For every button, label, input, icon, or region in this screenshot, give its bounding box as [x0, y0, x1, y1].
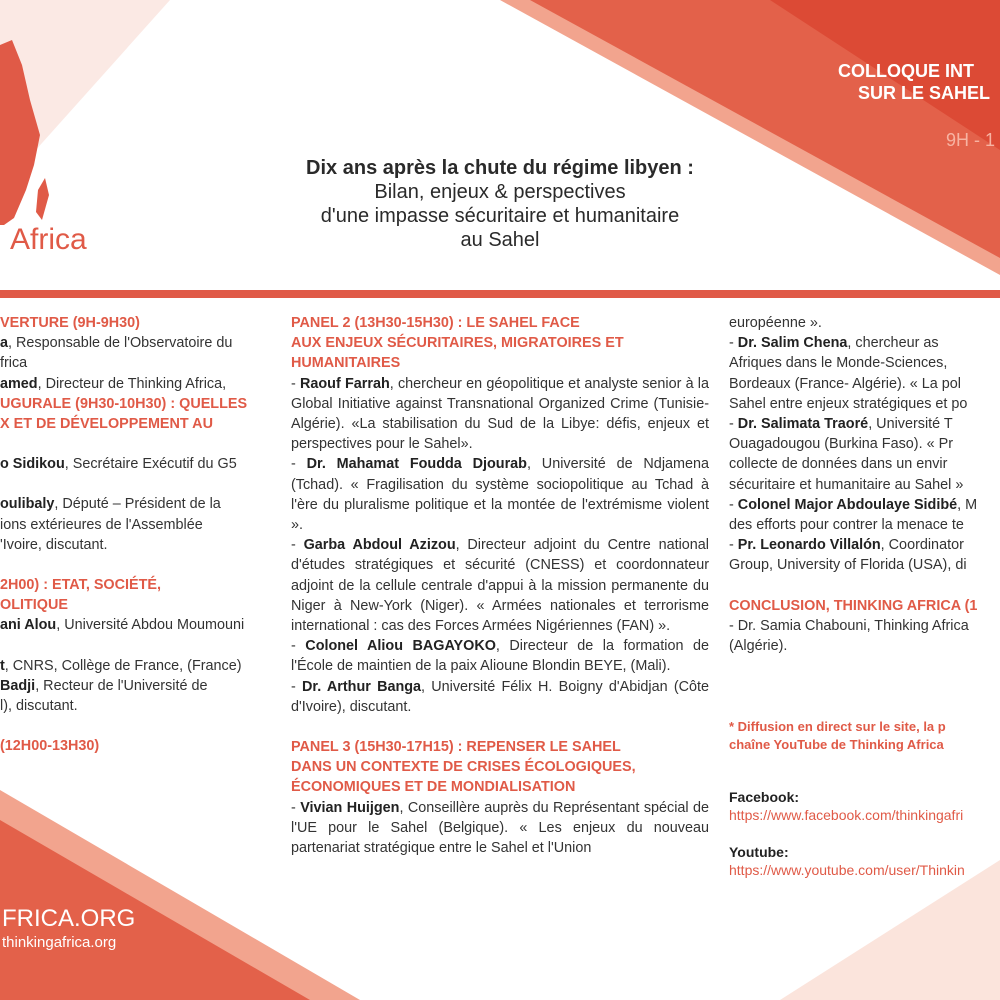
program-column-1 — [0, 313, 272, 756]
logo-text: Africa — [10, 223, 87, 256]
speaker-role: , chercheur as — [847, 335, 939, 352]
panel-heading: PANEL 3 (15H30-17H15) : REPENSER LE SAHEL — [291, 739, 621, 756]
broadcast-note — [729, 718, 1000, 754]
speaker-role: , CNRS, Collège de France, (France) — [4, 657, 242, 674]
program-line — [0, 333, 272, 353]
section-heading: (12H00-13H30) — [0, 738, 100, 755]
footer-site: FRICA.ORG — [2, 905, 136, 932]
program-line: - Dr. Salim Chena, chercheur as — [729, 335, 939, 352]
program-line — [0, 676, 272, 696]
speaker-role: , Université Abdou Moumouni — [56, 617, 245, 634]
footer-url[interactable]: thinkingafrica.org — [2, 934, 117, 951]
panel-heading: AUX ENJEUX SÉCURITAIRES, MIGRATOIRES ET — [291, 335, 624, 352]
program-line — [0, 656, 272, 676]
program-line — [0, 615, 272, 635]
program-line: - Pr. Leonardo Villalón, Coordinator — [729, 537, 964, 554]
speaker-name: o Sidikou — [0, 456, 65, 473]
section-heading: X ET DE DÉVELOPPEMENT AU — [0, 416, 213, 433]
program-column-2 — [291, 313, 709, 858]
speaker-role: , Université T — [868, 416, 953, 433]
speaker-entry: - Vivian Huijgen, Conseillère auprès du Représentant spécial de l'UE pour le Sahel (Belgique). « Les enjeux du nouveau partenariat stratégique entre le Sahel et l'Union — [291, 799, 710, 857]
program-line: Bordeaux (France- Algérie). « La pol — [729, 375, 961, 392]
section-heading: UGURALE (9H30-10H30) : QUELLES — [0, 395, 248, 412]
speaker-description: , chercheur en géopolitique et analyste senior à la Global Initiative against Transnational Organized Crime (Tunisie-Algérie). «La stabilisation du Sud de la Libye: défis, enjeux et perspectives pour le Sahel». — [291, 375, 709, 453]
speaker-role: , Responsable de l'Observatoire du — [8, 335, 233, 352]
speaker-name: Dr. Salimata Traoré — [737, 416, 869, 433]
speaker-name: ani Alou — [0, 617, 57, 634]
speaker-entry: - Garba Abdoul Azizou, Directeur adjoint du Centre national d'études stratégiques et sécurité (CNESS) et coordonnateur adjoint de la cellule centrale d'appui à la mission permanente du Niger à New-York (Niger). « Armées nationales et terrorisme international : cas des Forces Armées Nigériennes (FAN) ». — [291, 537, 709, 635]
panel-heading: HUMANITAIRES — [291, 355, 401, 372]
speaker-name: Colonel Aliou BAGAYOKO — [305, 638, 496, 655]
speaker-name: Vivian Huijgen — [300, 799, 400, 816]
program-line — [0, 454, 272, 474]
program-line: ions extérieures de l'Assemblée — [0, 516, 203, 533]
title-line1: Dix ans après la chute du régime libyen : — [306, 157, 694, 179]
section-heading: 2H00) : ETAT, SOCIÉTÉ, — [0, 577, 161, 594]
section-heading: VERTURE (9H-9H30) — [0, 315, 140, 331]
program-line: 'Ivoire, discutant. — [0, 536, 108, 553]
speaker-name: amed — [0, 375, 38, 392]
africa-map-icon — [0, 40, 60, 225]
program-line: l), discutant. — [0, 698, 78, 715]
conclusion-heading: CONCLUSION, THINKING AFRICA (1 — [729, 597, 978, 614]
title-line3: d'une impasse sécuritaire et humanitaire — [320, 205, 680, 227]
program-line: collecte de données dans un envir — [729, 456, 948, 473]
speaker-name: Garba Abdoul Azizou — [303, 537, 456, 554]
speaker-role: , M — [957, 496, 978, 513]
speaker-name: Dr. Mahamat Foudda Djourab — [306, 456, 527, 473]
speaker-name: Raouf Farrah — [300, 375, 390, 392]
speaker-description: , Directeur de la formation de l'École de maintien de la paix Alioune Blondin BEYE, (Mali). — [291, 638, 709, 675]
program-column-3 — [729, 313, 1000, 656]
facebook-link[interactable]: https://www.facebook.com/thinkingafri — [729, 807, 964, 823]
section-heading: OLITIQUE — [0, 597, 68, 614]
panel-heading: PANEL 2 (13H30-15H30) : LE SAHEL FACE — [291, 315, 580, 331]
event-title-line2: SUR LE SAHEL — [858, 83, 991, 103]
program-line: Afriques dans le Monde-Sciences, — [729, 355, 948, 372]
program-line — [0, 494, 272, 514]
panel-heading: DANS UN CONTEXTE DE CRISES ÉCOLOGIQUES, — [291, 759, 636, 776]
program-line: - Dr. Salimata Traoré, Université T — [729, 416, 953, 433]
event-time: 9H - 1 — [946, 130, 996, 150]
speaker-name: oulibaly — [0, 496, 55, 513]
program-line: européenne ». — [729, 315, 822, 331]
speaker-entry: - Dr. Mahamat Foudda Djourab, Université de Ndjamena (Tchad). « Fragilisation du système sociopolitique au Tchad à l'ère du pluralisme politique et la montée de l'extrémisme violent ». — [291, 456, 710, 534]
speaker-name: Dr. Arthur Banga — [302, 678, 422, 695]
speaker-name: t — [0, 657, 5, 674]
speaker-name: Colonel Major Abdoulaye Sidibé — [737, 496, 958, 513]
speaker-entry: - Dr. Arthur Banga, Université Félix H. Boigny d'Abidjan (Côte d'Ivoire), discutant. — [291, 678, 710, 715]
program-line: Ouagadougou (Burkina Faso). « Pr — [729, 436, 953, 453]
speaker-role: , Directeur de Thinking Africa, — [37, 375, 227, 392]
panel-heading: ÉCONOMIQUES ET DE MONDIALISATION — [291, 779, 576, 796]
program-line: Sahel entre enjeux stratégiques et po — [729, 395, 968, 412]
program-line: sécuritaire et humanitaire au Sahel » — [729, 476, 964, 493]
speaker-role: , Coordinator — [880, 537, 964, 554]
speaker-role: , Secrétaire Exécutif du G5 — [64, 456, 237, 473]
speaker-description: , Conseillère auprès du Représentant spécial de l'UE pour le Sahel (Belgique). « Les enjeux du nouveau partenariat stratégique entre le Sahel et l'Union — [291, 799, 710, 857]
speaker-name: Dr. Salim Chena — [737, 335, 848, 352]
speaker-entry: - Colonel Aliou BAGAYOKO, Directeur de la formation de l'École de maintien de la paix Alioune Blondin BEYE, (Mali). — [291, 638, 709, 675]
program-line — [0, 374, 272, 394]
speaker-name: a — [0, 335, 9, 352]
speaker-description: , Directeur adjoint du Centre national d'études stratégiques et sécurité (CNESS) et coordonnateur adjoint de la cellule centrale d'appui à la mission permanente du Niger à New-York (Niger). « Armées nationales et terrorisme international : cas des Forces Armées Nigériennes (FAN) ». — [291, 537, 709, 635]
program-line: (Algérie). — [729, 638, 788, 655]
title-line2: Bilan, enjeux & perspectives — [374, 181, 626, 203]
page-title — [250, 156, 750, 252]
youtube-link[interactable]: https://www.youtube.com/user/Thinkin — [729, 862, 965, 878]
program-line: frica — [0, 355, 28, 372]
speaker-name: Pr. Leonardo Villalón — [737, 537, 881, 554]
broadcast-note-line2: chaîne YouTube de Thinking Africa — [729, 737, 944, 752]
program-line: des efforts pour contrer la menace te — [729, 517, 964, 534]
divider-bar — [0, 290, 1000, 298]
program-line: - Dr. Samia Chabouni, Thinking Africa — [729, 617, 969, 634]
facebook-label: Facebook: — [729, 789, 800, 805]
speaker-description: , Université de Ndjamena (Tchad). « Fragilisation du système sociopolitique au Tchad à l'ère du pluralisme politique et la montée de l'extrémisme violent ». — [291, 456, 710, 534]
speaker-role: , Recteur de l'Université de — [35, 677, 208, 694]
speaker-description: , Université Félix H. Boigny d'Abidjan (Côte d'Ivoire), discutant. — [291, 678, 710, 715]
youtube-label: Youtube: — [729, 844, 789, 860]
program-line: - Colonel Major Abdoulaye Sidibé, M — [729, 496, 978, 513]
broadcast-note-line1: * Diffusion en direct sur le site, la p — [729, 719, 946, 734]
speaker-entry: - Raouf Farrah, chercheur en géopolitique et analyste senior à la Global Initiative against Transnational Organized Crime (Tunisie-Algérie). «La stabilisation du Sud de la Libye: défis, enjeux et perspectives pour le Sahel». — [291, 375, 709, 453]
event-title-line1: COLLOQUE INT — [838, 61, 974, 81]
title-line4: au Sahel — [460, 229, 540, 251]
speaker-role: , Député – Président de la — [54, 496, 221, 513]
speaker-name: Badji — [0, 677, 36, 694]
program-line: Group, University of Florida (USA), di — [729, 557, 967, 574]
